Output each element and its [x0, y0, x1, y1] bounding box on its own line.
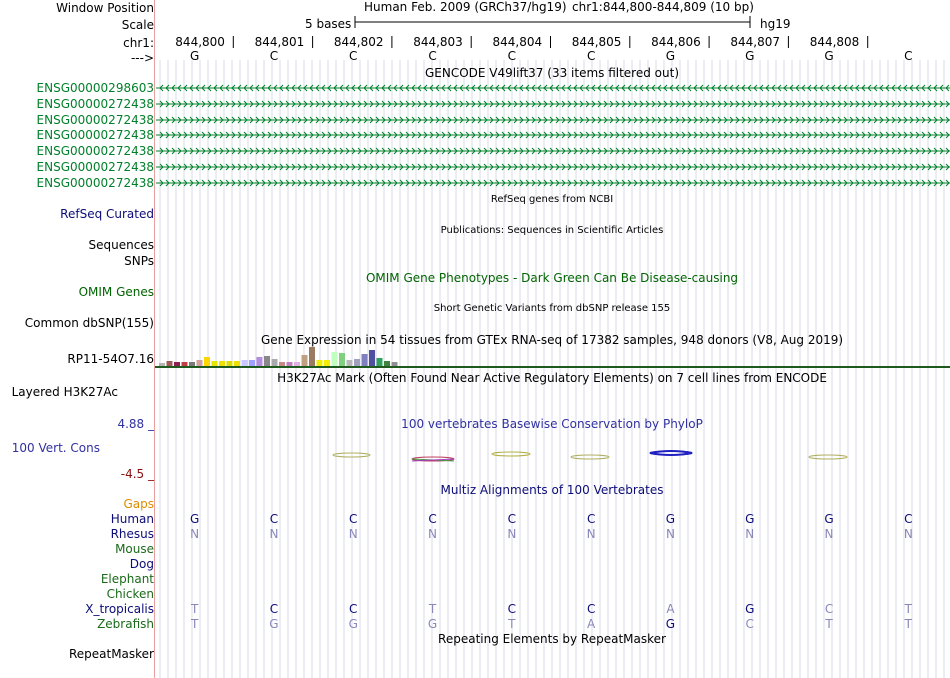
conservation-glyph: [492, 452, 530, 456]
assembly-title: Human Feb. 2009 (GRCh37/hg19): [364, 0, 567, 14]
gencode-title[interactable]: GENCODE V49lift37 (33 items filtered out): [424, 66, 680, 80]
alignment-base: G: [824, 512, 834, 526]
gtex-bar: [377, 358, 383, 366]
species-label[interactable]: X_tropicalis: [85, 602, 154, 616]
alignment-base: C: [904, 512, 913, 526]
species-label[interactable]: Chicken: [106, 587, 154, 601]
publications-title[interactable]: Publications: Sequences in Scientific Articles: [440, 225, 664, 236]
label-refseq[interactable]: RefSeq Curated: [60, 207, 154, 221]
alignment-base: T: [428, 602, 437, 616]
label-cons-name[interactable]: 100 Vert. Cons: [11, 441, 100, 455]
alignment-base: T: [508, 617, 516, 631]
gtex-bar: [257, 357, 263, 366]
gene-label[interactable]: ENSG00000272438: [36, 144, 154, 158]
alignment-base: G: [348, 617, 358, 631]
gene-label[interactable]: ENSG00000298603: [36, 81, 154, 95]
gtex-bar: [204, 357, 210, 366]
species-label[interactable]: Rhesus: [110, 527, 154, 541]
alignment-base: C: [507, 602, 517, 616]
label-snps[interactable]: SNPs: [124, 254, 154, 268]
reference-base: G: [189, 49, 200, 63]
reference-base: C: [269, 49, 279, 63]
gene-label[interactable]: ENSG00000272438: [36, 113, 154, 127]
label-layered-h3k27ac[interactable]: Layered H3K27Ac: [11, 385, 118, 399]
alignment-base: N: [190, 527, 200, 541]
alignment-base: T: [190, 602, 199, 616]
gtex-bar: [347, 360, 353, 366]
gtex-bar: [227, 361, 233, 366]
gtex-bar: [242, 360, 248, 366]
gtex-bar: [167, 361, 173, 366]
label-common-dbsnp[interactable]: Common dbSNP(155): [24, 316, 154, 330]
label-strand-arrow[interactable]: --->: [130, 51, 154, 65]
alignment-base: G: [745, 602, 755, 616]
gtex-bar: [279, 362, 285, 366]
alignment-base: A: [587, 617, 596, 631]
ruler-position-label: 844,808: [809, 35, 860, 49]
alignment-base: A: [666, 602, 675, 616]
ruler-position-label: 844,800: [175, 35, 225, 49]
gtex-bar: [197, 360, 203, 366]
label-cons-max: 4.88 _: [117, 417, 154, 431]
species-label[interactable]: Human: [110, 512, 154, 526]
gtex-bar: [189, 362, 195, 366]
gtex-bar: [249, 360, 255, 366]
conservation-glyph: [571, 455, 609, 459]
alignment-base: C: [745, 617, 754, 631]
label-scale[interactable]: Scale: [121, 18, 154, 32]
alignment-base: G: [269, 617, 279, 631]
gtex-bar: [302, 355, 308, 366]
gtex-title[interactable]: Gene Expression in 54 tissues from GTEx RNA-seq of 17382 samples, 948 donors (V8, Aug 2019): [260, 333, 844, 347]
alignment-base: N: [507, 527, 517, 541]
alignment-base: G: [745, 512, 755, 526]
reference-base: C: [428, 49, 437, 63]
gtex-bar: [324, 360, 330, 366]
species-label[interactable]: Zebrafish: [97, 617, 154, 631]
label-repeatmasker[interactable]: RepeatMasker: [68, 647, 154, 661]
alignment-base: G: [189, 512, 200, 526]
ruler-position-label: 844,804: [492, 35, 543, 49]
db-name: hg19: [760, 17, 791, 31]
label-omim[interactable]: OMIM Genes: [78, 285, 154, 299]
gtex-bar: [354, 359, 360, 366]
alignment-base: N: [824, 527, 834, 541]
label-gaps[interactable]: Gaps: [123, 497, 154, 511]
reference-base: C: [349, 49, 358, 63]
alignment-base: N: [586, 527, 596, 541]
ruler-position-label: 844,803: [413, 35, 463, 49]
alignment-base: G: [665, 617, 676, 631]
reference-base: G: [824, 49, 834, 63]
alignment-base: C: [269, 602, 279, 616]
gtex-bar: [369, 350, 375, 366]
conservation-glyph: [809, 455, 847, 459]
h3k27ac-title[interactable]: H3K27Ac Mark (Often Found Near Active Regulatory Elements) on 7 cell lines from ENCODE: [277, 371, 827, 385]
gtex-bar: [219, 361, 225, 366]
ruler-position-label: 844,805: [571, 35, 622, 49]
alignment-base: C: [269, 512, 279, 526]
gtex-bar: [384, 361, 390, 366]
alignment-base: N: [348, 527, 358, 541]
scale-text: 5 bases: [305, 17, 352, 31]
species-label[interactable]: Elephant: [100, 572, 154, 586]
species-label[interactable]: Mouse: [115, 542, 154, 556]
gene-label[interactable]: ENSG00000272438: [36, 97, 154, 111]
label-gtex-gene[interactable]: RP11-54O7.16: [67, 352, 154, 366]
reference-base: C: [904, 49, 913, 63]
alignment-base: G: [427, 617, 438, 631]
label-sequences[interactable]: Sequences: [88, 238, 154, 252]
ruler-position-label: 844,802: [333, 35, 384, 49]
ruler-position-label: 844,807: [730, 35, 781, 49]
alignment-base: N: [665, 527, 675, 541]
gtex-bar: [159, 363, 165, 366]
label-separator[interactable]: [154, 0, 155, 678]
gtex-bar: [212, 361, 218, 366]
gtex-bar: [287, 362, 293, 366]
gtex-bar: [317, 360, 323, 366]
alignment-base: C: [507, 512, 517, 526]
reference-base: C: [507, 49, 517, 63]
gtex-bar: [294, 362, 300, 366]
alignment-base: C: [824, 602, 834, 616]
gene-label[interactable]: ENSG00000272438: [36, 176, 154, 190]
alignment-base: C: [349, 602, 358, 616]
gene-label[interactable]: ENSG00000272438: [36, 128, 154, 142]
alignment-base: T: [190, 617, 199, 631]
species-label[interactable]: Dog: [129, 557, 154, 571]
reference-base: G: [745, 49, 755, 63]
gtex-bar: [174, 362, 180, 366]
alignment-base: N: [428, 527, 438, 541]
ruler-position-label: 844,801: [254, 35, 305, 49]
gtex-bar: [392, 362, 398, 366]
gtex-bar: [182, 362, 188, 366]
gene-label[interactable]: ENSG00000272438: [36, 160, 154, 174]
gtex-bar: [339, 353, 345, 366]
gtex-bar: [309, 347, 315, 366]
alignment-base: C: [586, 512, 596, 526]
label-chr[interactable]: chr1:: [123, 36, 154, 50]
alignment-base: N: [745, 527, 755, 541]
reference-base: C: [586, 49, 596, 63]
gtex-bar: [272, 359, 278, 366]
alignment-base: N: [903, 527, 913, 541]
alignment-base: C: [349, 512, 358, 526]
gtex-bar: [234, 361, 240, 366]
dbsnp-title[interactable]: Short Genetic Variants from dbSNP release 155: [433, 303, 671, 314]
alignment-base: T: [904, 617, 913, 631]
omim-title[interactable]: OMIM Gene Phenotypes - Dark Green Can Be Disease-causing: [365, 271, 739, 285]
alignment-base: C: [428, 512, 437, 526]
phylop-title[interactable]: 100 vertebrates Basewise Conservation by PhyloP: [401, 417, 703, 431]
alignment-base: N: [269, 527, 279, 541]
reference-base: G: [665, 49, 676, 63]
repeat-title[interactable]: Repeating Elements by RepeatMasker: [438, 632, 666, 646]
label-window-position[interactable]: Window Position: [56, 1, 154, 15]
alignment-base: T: [825, 617, 833, 631]
refseq-title[interactable]: RefSeq genes from NCBI: [490, 194, 614, 205]
gtex-bar: [362, 354, 368, 366]
alignment-base: G: [665, 512, 676, 526]
alignment-base: C: [586, 602, 596, 616]
position-text: chr1:844,800-844,809 (10 bp): [572, 0, 754, 14]
gtex-bar: [264, 356, 270, 366]
label-cons-min: -4.5 _: [120, 467, 154, 481]
gtex-bar: [332, 352, 338, 366]
multiz-title[interactable]: Multiz Alignments of 100 Vertebrates: [440, 483, 664, 497]
ruler-position-label: 844,806: [651, 35, 701, 49]
alignment-base: T: [904, 602, 913, 616]
